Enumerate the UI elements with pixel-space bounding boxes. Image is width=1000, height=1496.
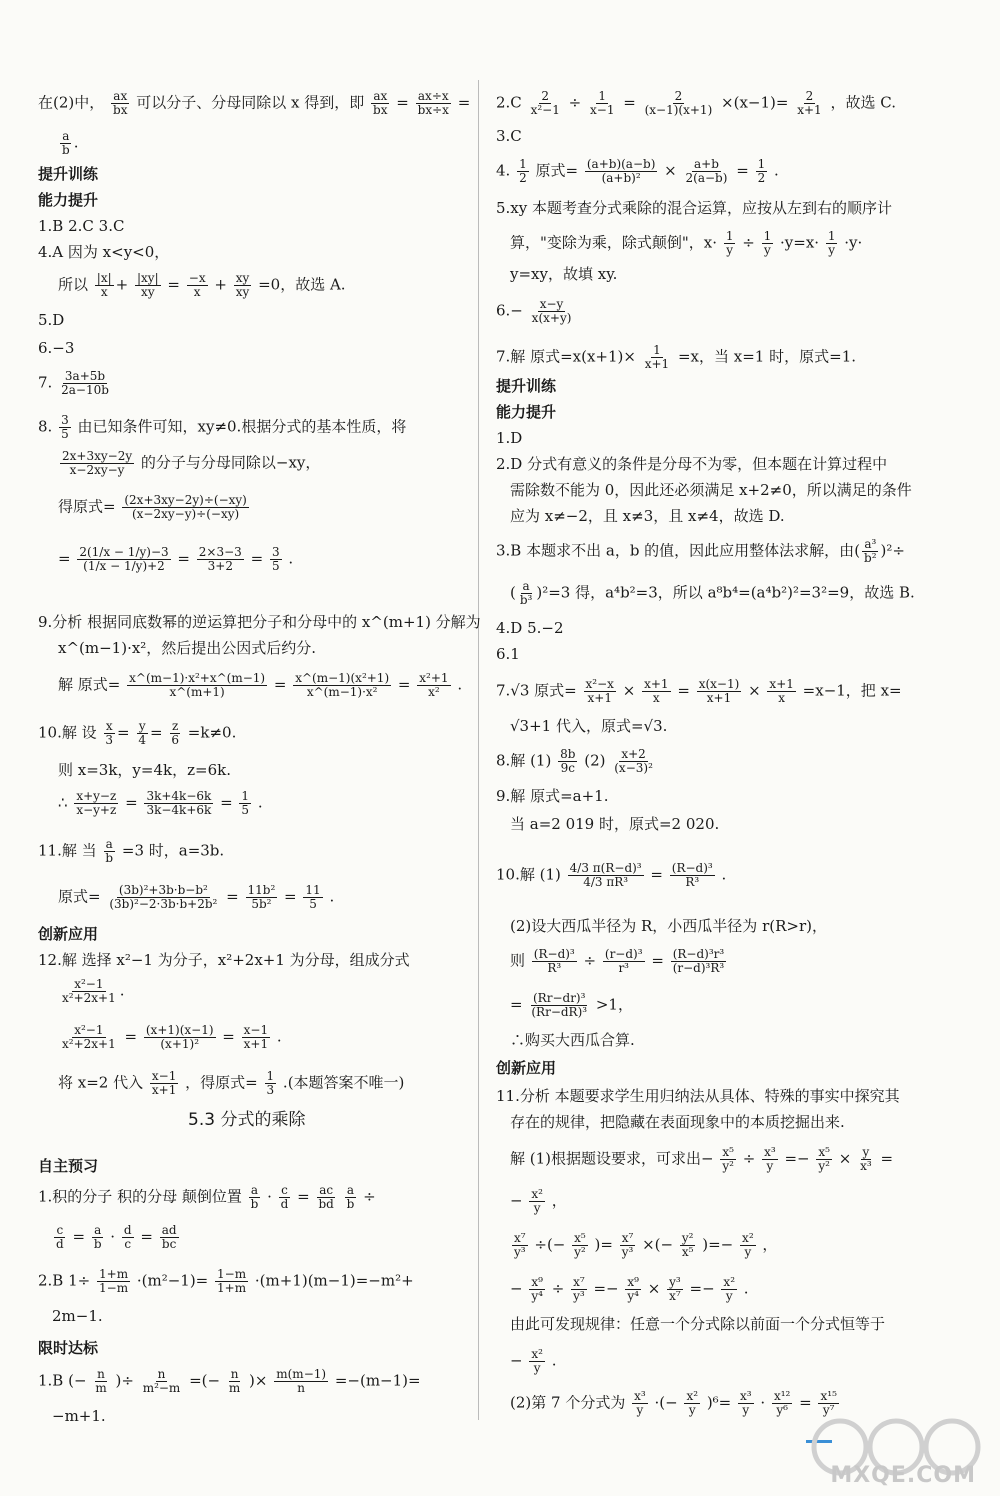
answer-line: $\frac{c}{d}$ = $\frac{a}{b}$ · $\frac{d}{c}$ = $\frac{ad}{bc}$ — [56, 1223, 177, 1251]
answer-line: ∴购买大西瓜合算. — [510, 1031, 635, 1049]
column-divider — [478, 80, 479, 1420]
answer-line: 在(2)中， $\frac{ax}{bx}$ 可以分子、分母同除以 x 得到，即 $\frac{ax}{bx}$ = $\frac{ax\div x}{bx\div x}$ = — [38, 89, 471, 117]
answer-line: $\frac{\text{x⁷}}{\text{y³}}$ ÷(− $\frac{\text{x⁵}}{\text{y²}}$ )= $\frac{\text{x⁷}}{\text{y³}}$ ×(− $\frac{\text{y²}}{\text{x⁵}}$ )=− $\frac{\text{x²}}{y}$ ， — [514, 1231, 778, 1259]
answer-line: 6.1 — [496, 645, 520, 663]
answer-line: 1.B 2.C 3.C — [38, 217, 125, 235]
answer-line: 5.xy 本题考查分式乘除的混合运算，应按从左到右的顺序计 — [496, 199, 893, 217]
answer-line: y=xy，故填 xy. — [510, 265, 618, 283]
answer-line: − $\frac{\text{x⁹}}{\text{y⁴}}$ ÷ $\frac{\text{x⁷}}{\text{y³}}$ =− $\frac{\text{x⁹}}{\text{y⁴}}$ × $\frac{\text{y³}}{\text{x⁷}}$ =− $\frac{\text{x²}}{y}$ . — [510, 1275, 749, 1303]
answer-line: 6.−3 — [38, 339, 75, 357]
answer-line: 7.√3 原式= $\frac{\text{x²−x}}{x+1}$ × $\frac{x+1}{x}$ = $\frac{x(x-1)}{x+1}$ × $\frac{x+1}{x}$ =x−1，把 x= — [496, 677, 902, 705]
answer-line: 得原式= $\frac{(2x+3xy-2y)\div(-xy)}{(x-2xy-y)\div(-xy)}$ — [58, 493, 247, 521]
answer-line: $\frac{2x+3xy-2y}{x-2xy-y}$ 的分子与分母同除以−xy， — [62, 449, 321, 477]
answer-line: 2.C $\frac{2}{\text{x²−1}}$ ÷ $\frac{1}{x-1}$ = $\frac{2}{(x-1)(x+1)}$ ×(x−1)= $\frac{2}{x+1}$ ，故选 C. — [496, 89, 896, 117]
answer-line: 当 a=2 019 时，原式=2 020. — [510, 815, 720, 833]
answer-line: 9.解 原式=a+1. — [496, 787, 609, 805]
answer-line: 2m−1. — [52, 1307, 103, 1325]
subsection-heading: 限时达标 — [38, 1339, 99, 1357]
subsection-heading: 自主预习 — [38, 1157, 99, 1175]
answer-line: 1.B (− $\frac{n}{m}$ )÷ $\frac{n}{\text{m²−m}}$ =(− $\frac{n}{m}$ )× $\frac{m(m-1)}{n}$ =−(m−1)= — [38, 1367, 421, 1395]
answer-line: 5.D — [38, 311, 65, 329]
answer-line: x^(m−1)·x²，然后提出公因式后约分. — [58, 639, 317, 657]
answer-line: −m+1. — [52, 1407, 106, 1425]
answer-line: 4.A 因为 x<y<0， — [38, 243, 170, 261]
section-heading: 提升训练 — [38, 165, 99, 183]
answer-line: = $\frac{\text{(Rr−dr)³}}{\text{(Rr−dR)³}}$ >1， — [510, 991, 633, 1019]
answer-line: 7. $\frac{3a+5b}{2a-10b}$ — [38, 369, 109, 397]
subsection-heading: 能力提升 — [496, 403, 557, 421]
answer-line: 7.解 原式=x(x+1)× $\frac{1}{x+1}$ =x，当 x=1 时，原式=1. — [496, 343, 857, 371]
answer-line: 1.积的分子 积的分母 颠倒位置 $\frac{a}{b}$ · $\frac{c}{d}$ = $\frac{ac}{bd}$ $\frac{a}{b}$ ÷ — [38, 1183, 376, 1211]
answer-line: = $\frac{2(1/x - 1/y)-3}{(1/x - 1/y)+2}$ = $\frac{2\times 3-3}{3+2}$ = $\frac{3}{5}$ . — [58, 545, 294, 573]
answer-line: 6.− $\frac{x-y}{x(x+y)}$ — [496, 297, 572, 325]
answer-line: $\frac{\text{x²−1}}{\text{x²+2x+1}}$ = $\frac{(x+1)(x-1)}{\text{(x+1)²}}$ = $\frac{x-1}{x+1}$ . — [62, 1023, 282, 1051]
answer-line: (2)第 7 个分式为 $\frac{\text{x³}}{y}$ ·(− $\frac{\text{x²}}{y}$ )⁶= $\frac{\text{x³}}{y}$ · $\frac{\text{x¹²}}{\text{y⁶}}$ = $\frac{\text{x¹⁵}}{\text{y⁷}}$ — [510, 1389, 837, 1417]
subsection-heading: 创新应用 — [496, 1059, 557, 1077]
answer-line: 解 原式= $\frac{\text{x\textasciicircum{}(m−1)·x²+x\textasciicircum{}(m−1)}}{x\^{}(m+1)}$ = $\frac{\text{x\textasciicircum{}(m−1)(x²+1)}}{\text{x\textasciicircum{}(m−1)·x²}}$ = $\frac{\text{x²+1}}{\text{x²}}$ . — [58, 671, 463, 699]
subsection-heading: 创新应用 — [38, 925, 99, 943]
answer-line: 所以 $\frac{|x|}{x}$ + $\frac{|xy|}{xy}$ = $\frac{-x}{x}$ + $\frac{xy}{xy}$ =0，故选 A. — [58, 271, 346, 299]
answer-line: 8. $\frac{3}{5}$ 由已知条件可知，xy≠0.根据分式的基本性质，将 — [38, 413, 407, 441]
answer-line: 4.D 5.−2 — [496, 619, 564, 637]
answer-line: 2.B 1÷ $\frac{1+m}{1-m}$ ·(m²−1)= $\frac{1-m}{1+m}$ ·(m+1)(m−1)=−m²+ — [38, 1267, 414, 1295]
answer-line: 4. $\frac{1}{2}$ 原式= $\frac{(a+b)(a-b)}{\text{(a+b)²}}$ × $\frac{a+b}{2(a-b)}$ = $\frac{1}{2}$ . — [496, 157, 779, 185]
answer-line: 2.D 分式有意义的条件是分母不为零，但本题在计算过程中 — [496, 455, 888, 473]
answer-line: 则 $\frac{\text{(R−d)³}}{\text{R³}}$ ÷ $\frac{\text{(r−d)³}}{\text{r³}}$ = $\frac{\text{(R−d)³r³}}{\text{(r−d)³R³}}$ — [510, 947, 725, 975]
answer-line: 解 (1)根据题设要求，可求出− $\frac{\text{x⁵}}{\text{y²}}$ ÷ $\frac{\text{x³}}{y}$ =− $\frac{\text{x⁵}}{\text{y²}}$ × $\frac{y}{\text{x³}}$ = — [510, 1145, 894, 1173]
answer-line: 1.D — [496, 429, 523, 447]
answer-line: 则 x=3k，y=4k，z=6k. — [58, 761, 231, 779]
answer-line: 9.分析 根据同底数幂的逆运算把分子和分母中的 x^(m+1) 分解为 — [38, 613, 481, 631]
answer-line: − $\frac{\text{x²}}{y}$ . — [510, 1347, 557, 1375]
answer-line: 原式= $\frac{\text{(3b)²+3b·b−b²}}{\text{(3b)²−2·3b·b+2b²}}$ = $\frac{\text{11b²}}{\text{5b²}}$ = $\frac{11}{5}$ . — [58, 883, 335, 911]
answer-line: 存在的规律，把隐藏在表面现象中的本质挖掘出来. — [510, 1113, 845, 1131]
answer-line: 12.解 选择 x²−1 为分子，x²+2x+1 为分母，组成分式 — [38, 951, 410, 969]
answer-line: 11.解 当 $\frac{a}{b}$ =3 时，a=3b. — [38, 837, 225, 865]
answer-line: 算，"变除为乘，除式颠倒"，x· $\frac{1}{y}$ ÷ $\frac{1}{y}$ ·y=x· $\frac{1}{y}$ ·y· — [510, 229, 863, 257]
answer-line: ( $\frac{a}{\text{b³}}$ )²=3 得，a⁴b²=3，所以 a⁸b⁴=(a⁴b²)²=3²=9，故选 B. — [510, 579, 915, 607]
answer-line: 应为 x≠−2，且 x≠3，且 x≠4，故选 D. — [510, 507, 785, 525]
answer-line: ∴ $\frac{x+y-z}{x-y+z}$ = $\frac{3k+4k-6k}{3k-4k+6k}$ = $\frac{1}{5}$ . — [58, 789, 263, 817]
answer-line: 10.解 设 $\frac{x}{3}$ = $\frac{y}{4}$ = $\frac{z}{6}$ =k≠0. — [38, 719, 237, 747]
section-heading: 提升训练 — [496, 377, 557, 395]
answer-line: 3.C — [496, 127, 522, 145]
answer-line: (2)设大西瓜半径为 R，小西瓜半径为 r(R>r)， — [510, 917, 827, 935]
answer-line: $\frac{a}{b}$ . — [62, 129, 79, 157]
watermark-url: MXQE.COM — [830, 1463, 976, 1488]
answer-line: 由此可发现规律：任意一个分式除以前面一个分式恒等于 — [510, 1315, 886, 1333]
section-title: 5.3 分式的乘除 — [188, 1110, 306, 1130]
answer-line: √3+1 代入，原式=√3. — [510, 717, 668, 735]
answer-line: 10.解 (1) $\frac{\text{4/3 π(R−d)³}}{\text{4/3 πR³}}$ = $\frac{\text{(R−d)³}}{\text{R³}}$ . — [496, 861, 727, 889]
answer-line: − $\frac{\text{x²}}{y}$ ， — [510, 1187, 567, 1215]
answer-line: $\frac{\text{x²−1}}{\text{x²+2x+1}}$ . — [62, 977, 125, 1005]
answer-line: 8.解 (1) $\frac{8b}{9c}$ (2) $\frac{x+2}{\text{(x−3)²}}$ — [496, 747, 653, 775]
subsection-heading: 能力提升 — [38, 191, 99, 209]
answer-line: 将 x=2 代入 $\frac{x-1}{x+1}$ ，得原式= $\frac{1}{3}$ .(本题答案不唯一) — [58, 1069, 405, 1097]
answer-line: 3.B 本题求不出 a，b 的值，因此应用整体法求解，由( $\frac{\text{a³}}{\text{b²}}$ )²÷ — [496, 537, 905, 565]
answer-line: 11.分析 本题要求学生用归纳法从具体、特殊的事实中探究其 — [496, 1087, 900, 1105]
answer-line: 需除数不能为 0，因此还必须满足 x+2≠0，所以满足的条件 — [510, 481, 912, 499]
